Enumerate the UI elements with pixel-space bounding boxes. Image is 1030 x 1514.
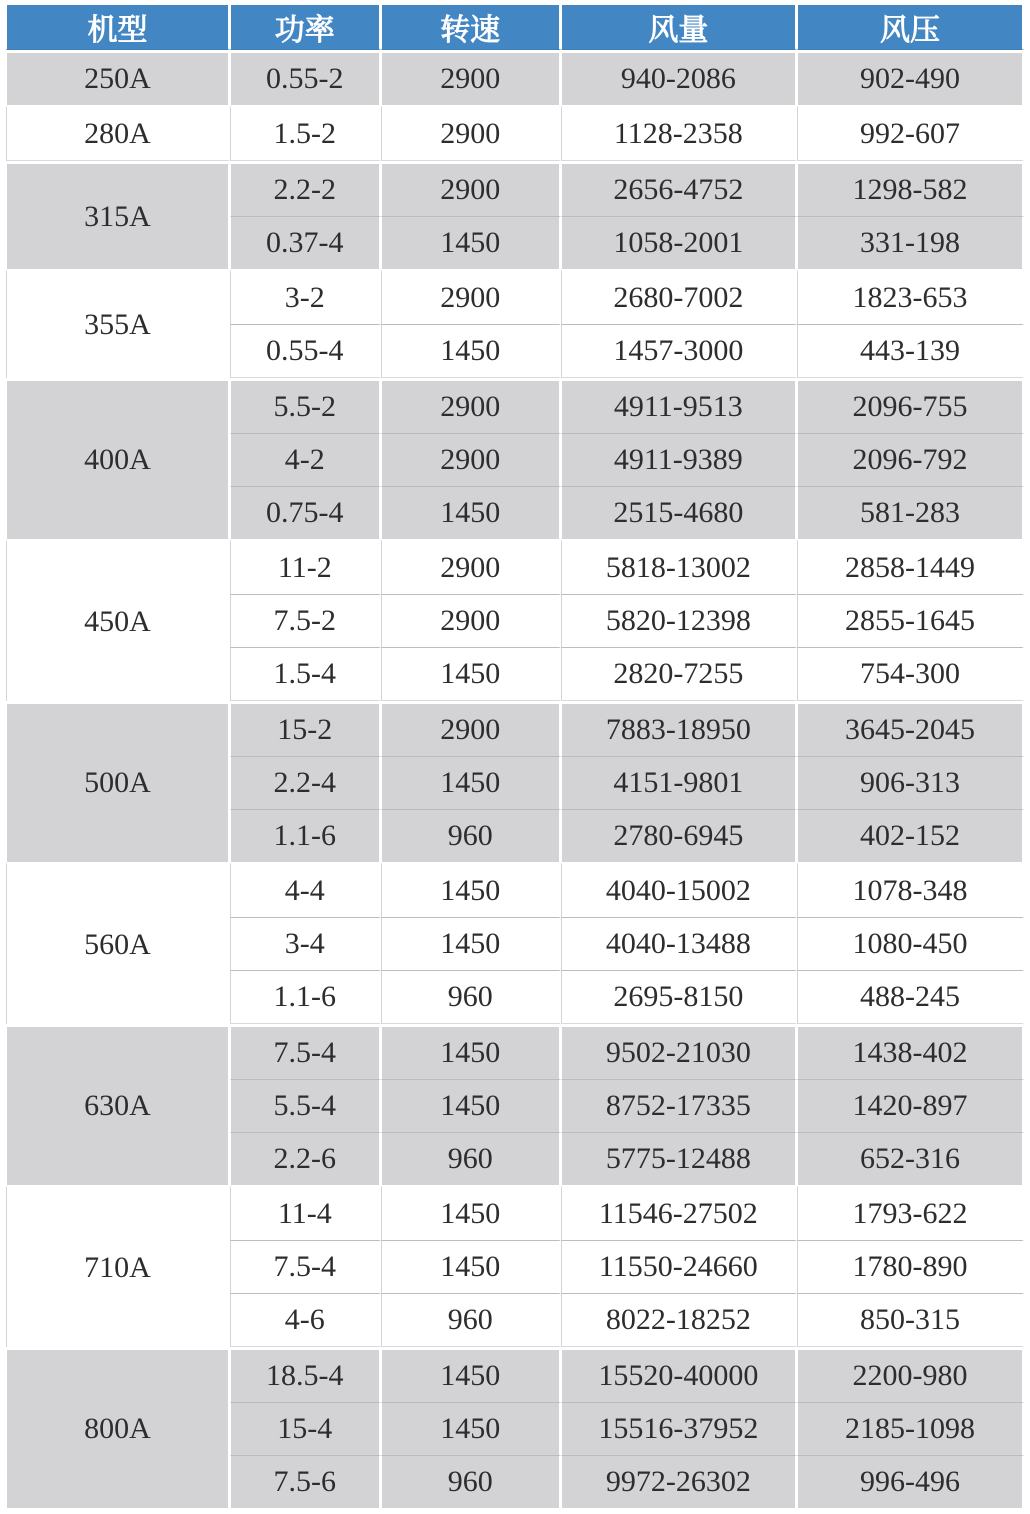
speed-cell: 1450 [381,756,561,809]
power-cell: 0.55-4 [230,324,381,378]
airflow-cell: 4911-9389 [561,433,797,486]
model-cell: 630A [6,1024,230,1185]
speed-cell: 960 [381,1455,561,1508]
model-group-355A [6,269,1024,378]
model-cell: 800A [6,1347,230,1508]
airflow-cell: 15520-40000 [561,1347,797,1402]
pressure-cell: 2855-1645 [797,594,1024,647]
airflow-cell: 2515-4680 [561,486,797,539]
speed-cell: 2900 [381,105,561,161]
airflow-cell: 11546-27502 [561,1185,797,1240]
header-row [6,5,1024,50]
speed-cell: 2900 [381,539,561,594]
model-cell: 280A [6,105,230,161]
speed-cell: 1450 [381,1079,561,1132]
pressure-cell: 443-139 [797,324,1024,378]
power-cell: 7.5-2 [230,594,381,647]
speed-cell: 960 [381,809,561,862]
column-header-speed: 转速 [381,5,561,50]
table-row [6,862,1024,917]
model-group-400A [6,378,1024,539]
power-cell: 11-4 [230,1185,381,1240]
airflow-cell: 4040-13488 [561,917,797,970]
model-cell: 560A [6,862,230,1024]
pressure-cell: 850-315 [797,1293,1024,1347]
power-cell: 2.2-4 [230,756,381,809]
speed-cell: 960 [381,1132,561,1185]
table-row [6,1024,1024,1079]
table-header [6,5,1024,50]
model-group-710A [6,1185,1024,1347]
pressure-cell: 996-496 [797,1455,1024,1508]
speed-cell: 1450 [381,216,561,269]
speed-cell: 1450 [381,1024,561,1079]
model-group-560A [6,862,1024,1024]
pressure-cell: 1793-622 [797,1185,1024,1240]
speed-cell: 1450 [381,486,561,539]
power-cell: 1.5-4 [230,647,381,701]
model-cell: 500A [6,701,230,862]
table-row [6,50,1024,105]
airflow-cell: 2820-7255 [561,647,797,701]
airflow-cell: 2680-7002 [561,269,797,324]
airflow-cell: 1128-2358 [561,105,797,161]
speed-cell: 1450 [381,1347,561,1402]
power-cell: 1.5-2 [230,105,381,161]
column-header-airflow: 风量 [561,5,797,50]
power-cell: 5.5-2 [230,378,381,433]
power-cell: 7.5-4 [230,1240,381,1293]
pressure-cell: 3645-2045 [797,701,1024,756]
airflow-cell: 8022-18252 [561,1293,797,1347]
model-group-280A [6,105,1024,161]
airflow-cell: 2780-6945 [561,809,797,862]
power-cell: 0.75-4 [230,486,381,539]
power-cell: 3-4 [230,917,381,970]
pressure-cell: 754-300 [797,647,1024,701]
pressure-cell: 488-245 [797,970,1024,1024]
power-cell: 2.2-2 [230,161,381,216]
power-cell: 7.5-4 [230,1024,381,1079]
airflow-cell: 4911-9513 [561,378,797,433]
speed-cell: 2900 [381,50,561,105]
model-group-315A [6,161,1024,269]
power-cell: 1.1-6 [230,970,381,1024]
pressure-cell: 331-198 [797,216,1024,269]
column-header-model: 机型 [6,5,230,50]
speed-cell: 1450 [381,862,561,917]
airflow-cell: 4040-15002 [561,862,797,917]
table-row [6,269,1024,324]
pressure-cell: 992-607 [797,105,1024,161]
model-cell: 250A [6,50,230,105]
model-group-450A [6,539,1024,701]
speed-cell: 1450 [381,1185,561,1240]
power-cell: 4-6 [230,1293,381,1347]
power-cell: 15-2 [230,701,381,756]
model-group-800A [6,1347,1024,1508]
airflow-cell: 5775-12488 [561,1132,797,1185]
speed-cell: 2900 [381,269,561,324]
table-row [6,1347,1024,1402]
airflow-cell: 1457-3000 [561,324,797,378]
airflow-cell: 8752-17335 [561,1079,797,1132]
airflow-cell: 940-2086 [561,50,797,105]
airflow-cell: 7883-18950 [561,701,797,756]
airflow-cell: 4151-9801 [561,756,797,809]
pressure-cell: 1080-450 [797,917,1024,970]
speed-cell: 1450 [381,1402,561,1455]
speed-cell: 2900 [381,161,561,216]
model-cell: 450A [6,539,230,701]
airflow-cell: 9502-21030 [561,1024,797,1079]
power-cell: 0.55-2 [230,50,381,105]
pressure-cell: 906-313 [797,756,1024,809]
model-group-500A [6,701,1024,862]
speed-cell: 960 [381,1293,561,1347]
power-cell: 4-2 [230,433,381,486]
model-cell: 710A [6,1185,230,1347]
power-cell: 5.5-4 [230,1079,381,1132]
model-group-250A [6,50,1024,105]
table-row [6,105,1024,161]
pressure-cell: 1298-582 [797,161,1024,216]
table-row [6,161,1024,216]
airflow-cell: 11550-24660 [561,1240,797,1293]
table-row [6,1185,1024,1240]
model-cell: 400A [6,378,230,539]
model-group-630A [6,1024,1024,1185]
pressure-cell: 652-316 [797,1132,1024,1185]
model-cell: 315A [6,161,230,269]
airflow-cell: 15516-37952 [561,1402,797,1455]
pressure-cell: 2185-1098 [797,1402,1024,1455]
speed-cell: 2900 [381,594,561,647]
pressure-cell: 902-490 [797,50,1024,105]
speed-cell: 960 [381,970,561,1024]
table-row [6,539,1024,594]
power-cell: 1.1-6 [230,809,381,862]
table-row [6,378,1024,433]
table-row [6,701,1024,756]
airflow-cell: 5820-12398 [561,594,797,647]
speed-cell: 2900 [381,378,561,433]
speed-cell: 1450 [381,917,561,970]
power-cell: 7.5-6 [230,1455,381,1508]
pressure-cell: 1078-348 [797,862,1024,917]
pressure-cell: 2096-755 [797,378,1024,433]
pressure-cell: 581-283 [797,486,1024,539]
fan-spec-table [6,5,1024,1508]
pressure-cell: 402-152 [797,809,1024,862]
pressure-cell: 1420-897 [797,1079,1024,1132]
speed-cell: 2900 [381,701,561,756]
airflow-cell: 1058-2001 [561,216,797,269]
speed-cell: 2900 [381,433,561,486]
pressure-cell: 1438-402 [797,1024,1024,1079]
model-cell: 355A [6,269,230,378]
power-cell: 18.5-4 [230,1347,381,1402]
speed-cell: 1450 [381,647,561,701]
column-header-pressure: 风压 [797,5,1024,50]
power-cell: 4-4 [230,862,381,917]
pressure-cell: 2096-792 [797,433,1024,486]
speed-cell: 1450 [381,1240,561,1293]
airflow-cell: 2695-8150 [561,970,797,1024]
power-cell: 3-2 [230,269,381,324]
airflow-cell: 5818-13002 [561,539,797,594]
power-cell: 2.2-6 [230,1132,381,1185]
pressure-cell: 2200-980 [797,1347,1024,1402]
pressure-cell: 1823-653 [797,269,1024,324]
pressure-cell: 1780-890 [797,1240,1024,1293]
power-cell: 15-4 [230,1402,381,1455]
power-cell: 11-2 [230,539,381,594]
power-cell: 0.37-4 [230,216,381,269]
airflow-cell: 2656-4752 [561,161,797,216]
pressure-cell: 2858-1449 [797,539,1024,594]
speed-cell: 1450 [381,324,561,378]
airflow-cell: 9972-26302 [561,1455,797,1508]
column-header-power: 功率 [230,5,381,50]
